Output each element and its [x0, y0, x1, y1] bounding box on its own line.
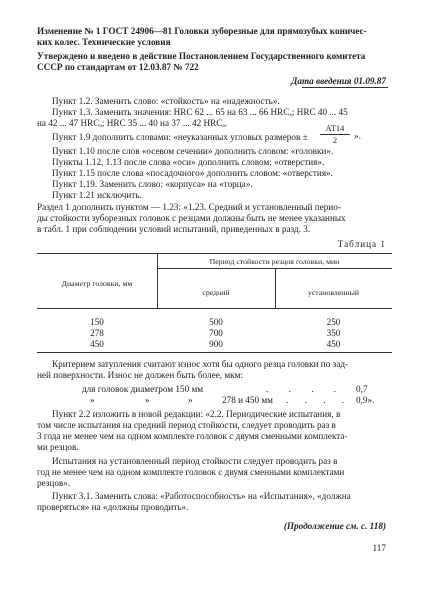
item-2-2-line7: резцов». [37, 478, 71, 488]
table-caption: Таблица 1 [337, 239, 386, 249]
item-2-2-line1: Пункт 2.2 изложить в новой редакции: «2.2. Периодические испытания, в [52, 409, 341, 419]
item-1-9-text: Пункт 1.9 дополнить словами: «неуказанных угловых размеров ± [52, 132, 308, 142]
fraction-numerator: AT14 [325, 123, 345, 133]
header-title-line2: ких колес. Технические условия [37, 37, 171, 47]
item-1-9-end: ». [354, 131, 361, 141]
item-1-10: Пункт 1.10 после слов «осевом сечении» дополнить словом: «головки». [52, 146, 334, 156]
table-cell-diameter: 278 [90, 328, 104, 338]
fraction-denominator: 2 [332, 135, 338, 145]
section-1-line1: Раздел 1 дополнить пунктом — 1.23: «1.23. Средний и установленный перио- [37, 202, 341, 212]
table-header-bottom-border [37, 308, 392, 309]
ditto-mark-2: » [145, 395, 150, 405]
table-cell-set: 450 [326, 339, 341, 349]
effective-date: Дата введения 01.09.87 [291, 76, 386, 86]
table-cell-diameter: 450 [90, 339, 104, 349]
item-1-19: Пункт 1.19. Заменить слово: «корпуса» на «торца». [52, 179, 253, 189]
wear-limit-label-1: для головок диаметром 150 мм [82, 384, 204, 394]
table-bottom-border [37, 352, 392, 353]
continued-note: (Продолжение см. с. 118) [283, 521, 386, 531]
wear-limit-label-2: 278 и 450 мм [222, 395, 273, 405]
table-cell-average: 500 [209, 317, 223, 327]
item-3-1-line2: проверяться» на «должны проводить». [37, 502, 189, 512]
item-1-3-line2: на 42 ... 47 HRCₐ; HRC 35 ... 40 на 37 ... 42 HRCₐ. [37, 118, 228, 128]
item-2-2-line5: Испытания на установленный период стойкости следует проводить раз в [52, 456, 338, 466]
table-top-border [37, 253, 392, 254]
wear-limit-value-2: 0,9». [356, 395, 375, 405]
table-cell-average: 700 [209, 328, 223, 338]
table-cell-set: 250 [326, 317, 341, 327]
item-2-2-line4: ми резцов. [37, 442, 79, 452]
item-1-3-line1: Пункт 1.3. Заменить значения: HRC 62 ... 65 на 63 ... 66 HRCₐ; HRC 40 ... 45 [52, 107, 348, 117]
table-cell-diameter: 150 [90, 317, 104, 327]
table-header-set: установленный [307, 288, 360, 297]
item-1-12: Пункты 1.12, 1.13 после слова «оси» дополнить словом: «отверстия». [52, 157, 325, 167]
table-header-diameter: Диаметр головки, мм [61, 279, 133, 288]
table-cell-set: 350 [326, 328, 341, 338]
table-cell-average: 900 [209, 339, 223, 349]
item-2-2-line3: 3 года не менее чем на одном комплекте головок с двумя сменными комплекта- [37, 431, 348, 441]
criterion-line2: ней поверхности. Износ не должен быть более, мкм: [37, 370, 244, 380]
leader-dots-1: . . . . [266, 384, 346, 394]
leader-dots-2: . . . . [286, 395, 352, 405]
ditto-mark-3: » [188, 395, 193, 405]
item-1-2: Пункт 1.2. Заменить слово: «стойкость» на «надежность». [52, 96, 280, 106]
criterion-line1: Критерием затупления считают износ хотя бы одного резца головки по зад- [52, 359, 349, 369]
table-header-period: Период стойкости резцов головки, мин [209, 257, 340, 266]
section-1-line2: ды стойкости зуборезных головок с резцами должны быть не менее указанных [37, 213, 346, 223]
effective-date-underline [302, 87, 388, 88]
ditto-mark-1: » [90, 395, 95, 405]
header-title-line1: Изменение № 1 ГОСТ 24906—81 Головки зуборезные для прямозубых коничес- [37, 26, 367, 36]
header-approved-line2: СССР по стандартам от 12.03.87 № 722 [37, 62, 199, 72]
item-2-2-line2: том числе испытания на средний период стойкости, следует проводить раз в [37, 420, 336, 430]
page-number: 117 [372, 543, 386, 553]
header-approved-line1: Утверждено и введено в действие Постановлением Государственного комитета [37, 51, 366, 61]
wear-limit-value-1: 0,7 [356, 384, 368, 394]
section-1-line3: в табл. 1 при соблюдении условий испытаний, приведенных в разд. 3. [37, 224, 311, 234]
item-3-1-line1: Пункт 3.1. Заменить слова: «Работоспособность» на «Испытания», «должна [52, 491, 351, 501]
item-2-2-line6: год не менее чем на одном комплекте головок с двумя сменными комплектами [37, 467, 345, 477]
item-1-21: Пункт 1.21 исключить. [52, 190, 142, 200]
item-1-15: Пункт 1.15 после слова «посадочного» дополнить словом: «отверстия». [52, 168, 333, 178]
table-header-average: средний [202, 288, 230, 297]
